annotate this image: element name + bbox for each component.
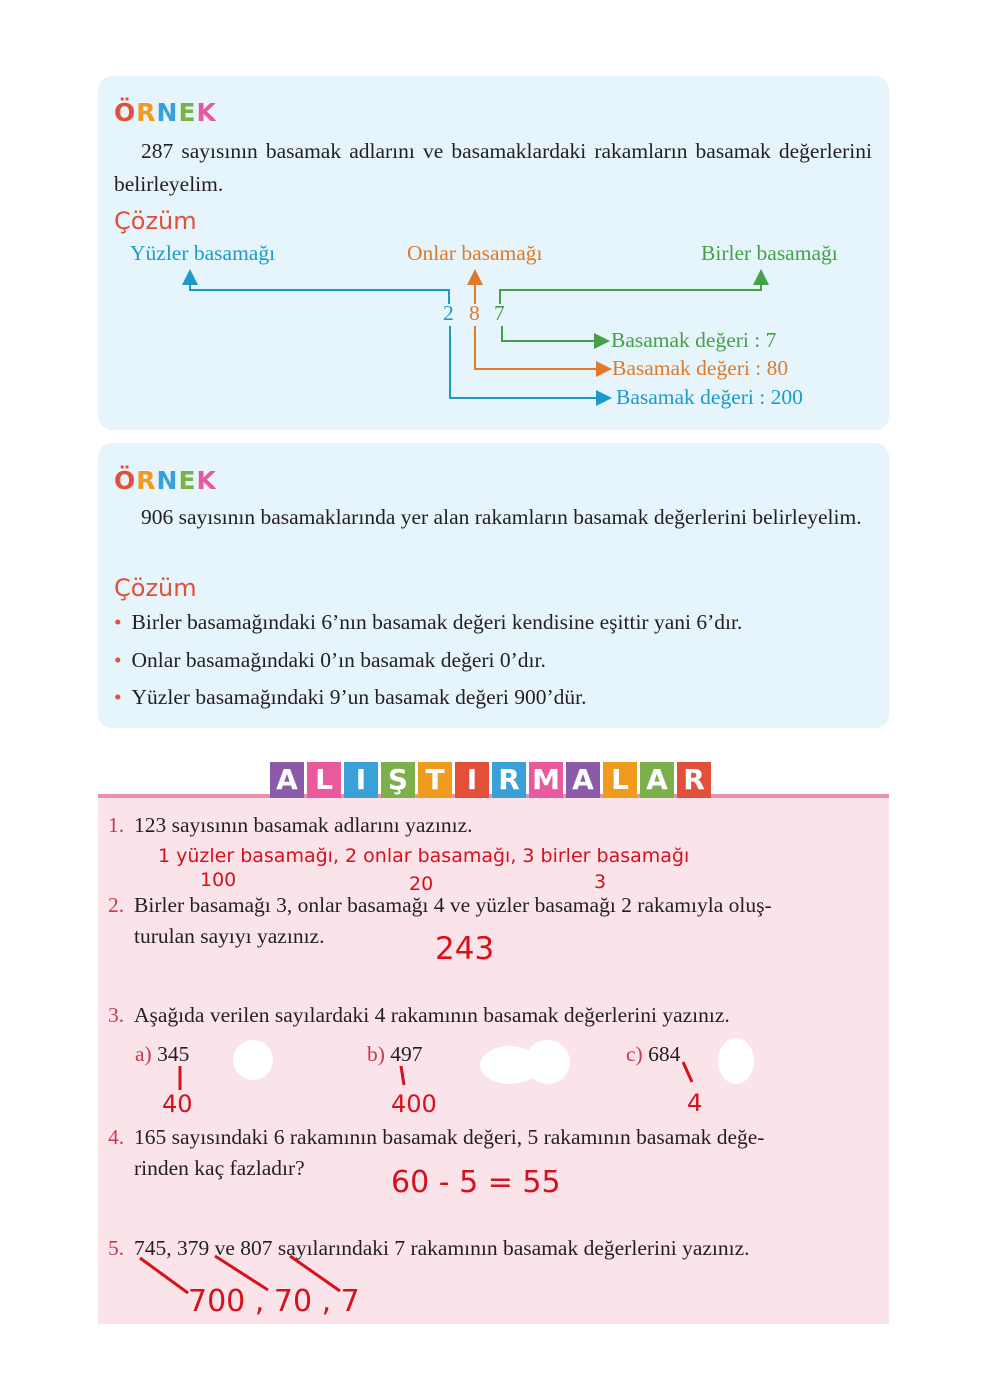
bullet-text: Birler basamağındaki 6’nın basamak değeri kendisine eşittir yani 6’dır. <box>131 610 743 634</box>
example-2-solution-label: Çözüm <box>114 574 197 602</box>
q3-b-handwritten-answer: 400 <box>391 1090 437 1118</box>
question-text: 745, 379 ve 807 sayılarındaki 7 rakamının basamak değerlerini yazınız. <box>134 1236 750 1260</box>
item-letter: a) <box>135 1042 152 1066</box>
value-yuzler: Basamak değeri : 200 <box>616 385 803 409</box>
title-letter: T <box>418 762 452 798</box>
item-letter: c) <box>626 1042 643 1066</box>
label-letter: R <box>136 466 157 495</box>
bullet-text: Onlar basamağındaki 0’ın basamak değeri 0’dır. <box>131 648 546 672</box>
label-letter: K <box>196 466 217 495</box>
title-letter: M <box>529 762 563 798</box>
label-letter: E <box>178 466 197 495</box>
label-letter: R <box>136 98 157 127</box>
question-5 <box>108 1233 750 1264</box>
value-onlar: Basamak değeri : 80 <box>612 356 789 380</box>
q5-handwritten-answer: 700 , 70 , 7 <box>188 1284 360 1319</box>
example-1-solution-label: Çözüm <box>114 207 197 235</box>
q3-c-handwritten-answer: 4 <box>687 1089 703 1117</box>
q1-handwritten-value: 3 <box>594 871 607 893</box>
bullet-dot: • <box>114 685 122 709</box>
value-birler: Basamak değeri : 7 <box>611 328 777 352</box>
label-letter: N <box>156 98 179 127</box>
item-letter: b) <box>367 1042 385 1066</box>
question-number: 5. <box>108 1236 125 1260</box>
label-letter: Ö <box>114 98 137 127</box>
title-letter: A <box>566 762 600 798</box>
q1-handwritten-value: 100 <box>200 869 237 891</box>
digit-onlar: 8 <box>469 301 480 325</box>
onlar-label: Onlar basamağı <box>407 241 543 265</box>
q1-handwritten-answer: 1 yüzler basamağı, 2 onlar basamağı, 3 birler basamağı <box>158 845 690 867</box>
title-letter: A <box>270 762 304 798</box>
label-letter: N <box>156 466 179 495</box>
digit-yuzler: 2 <box>443 301 454 325</box>
question-number: 3. <box>108 1003 125 1027</box>
question-number: 4. <box>108 1125 125 1149</box>
q1-handwritten-value: 20 <box>409 873 434 895</box>
label-letter: E <box>178 98 197 127</box>
example-1-question: 287 sayısının basamak adlarını ve basamaklardaki rakamların basamak değerlerini belirleyelim. <box>114 139 872 196</box>
question-text: Aşağıda verilen sayılardaki 4 rakamının basamak değerlerini yazınız. <box>134 1003 730 1027</box>
bullet-text: Yüzler basamağındaki 9’un basamak değeri 900’dür. <box>131 685 587 709</box>
title-letter: I <box>344 762 378 798</box>
label-letter: K <box>196 98 217 127</box>
q3-a-handwritten-answer: 40 <box>162 1090 193 1118</box>
birler-label: Birler basamağı <box>701 241 838 265</box>
q3-c-mark <box>683 1062 692 1082</box>
digit-birler: 7 <box>494 301 505 325</box>
title-letter: L <box>603 762 637 798</box>
item-number: 497 <box>390 1042 423 1066</box>
title-letter: R <box>677 762 711 798</box>
item-number: 345 <box>157 1042 190 1066</box>
label-letter: Ö <box>114 466 137 495</box>
bullet-dot: • <box>114 648 122 672</box>
question-text: 123 sayısının basamak adlarını yazınız. <box>134 813 473 837</box>
question-number: 1. <box>108 813 125 837</box>
yuzler-label: Yüzler basamağı <box>130 241 276 265</box>
q4-handwritten-answer: 60 - 5 = 55 <box>391 1165 561 1200</box>
question-text-line-2: turulan sayıyı yazınız. <box>134 924 325 948</box>
bullet-dot: • <box>114 610 122 634</box>
title-letter: L <box>307 762 341 798</box>
question-text-line-1: 165 sayısındaki 6 rakamının basamak değeri, 5 rakamının basamak değe- <box>134 1125 765 1149</box>
q3-b-mark <box>401 1066 404 1085</box>
item-number: 684 <box>648 1042 681 1066</box>
q2-handwritten-answer: 243 <box>435 931 495 967</box>
question-text-line-2: rinden kaç fazladır? <box>134 1156 305 1180</box>
question-text-line-1: Birler basamağı 3, onlar basamağı 4 ve yüzler basamağı 2 rakamıyla oluş- <box>134 893 772 917</box>
example-2-question: 906 sayısının basamaklarında yer alan rakamların basamak değerlerini belirleyelim. <box>141 505 862 529</box>
title-letter: R <box>492 762 526 798</box>
question-number: 2. <box>108 893 125 917</box>
title-letter: I <box>455 762 489 798</box>
title-letter: Ş <box>381 762 415 798</box>
title-letter: A <box>640 762 674 798</box>
